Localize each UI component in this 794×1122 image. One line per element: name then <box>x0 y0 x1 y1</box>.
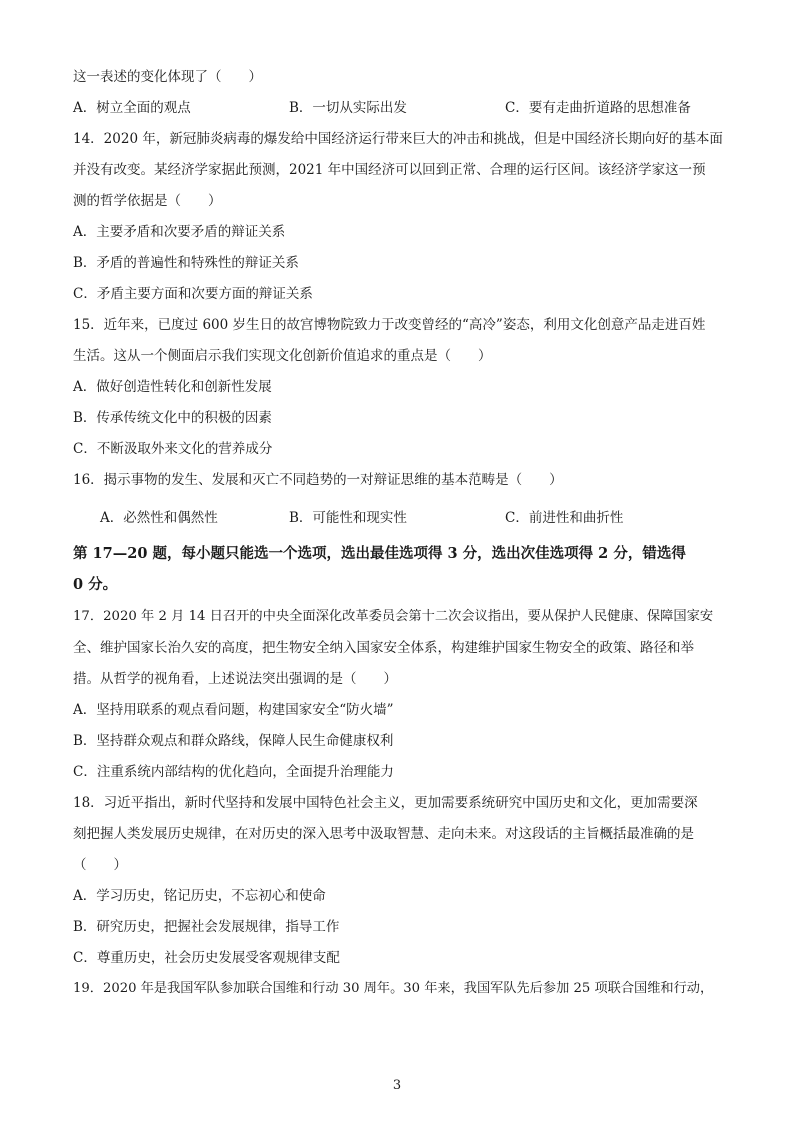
q17-line-1: 17．2020 年 2 月 14 日召开的中央全面深化改革委员会第十二次会议指出，要从保护人民健康、保障国家安 <box>73 609 714 624</box>
q17-option-a: A．坚持用联系的观点看问题，构建国家安全“防火墙” <box>73 702 394 718</box>
q13-stem-end: 这一表述的变化体现了（ ） <box>73 69 262 85</box>
q18-line-2: 刻把握人类发展历史规律，在对历史的深入思考中汲取智慧、走向未来。对这段话的主旨概括最准确的是 <box>73 826 694 842</box>
q18-line-3: （ ） <box>73 857 127 873</box>
q14-line-3: 测的哲学依据是（ ） <box>73 193 222 209</box>
q18-option-b: B．研究历史，把握社会发展规律，指导工作 <box>73 919 340 935</box>
q13-options <box>73 98 723 118</box>
q15-line-2: 生活。这从一个侧面启示我们实现文化创新价值追求的重点是（ ） <box>73 348 492 364</box>
q17-line-2: 全、维护国家长治久安的高度，把生物安全纳入国家安全体系，构建维护国家生物安全的政策、路径和举 <box>73 640 694 656</box>
q17-line-3: 措。从哲学的视角看，上述说法突出强调的是（ ） <box>73 671 397 687</box>
q17-option-c: C．注重系统内部结构的优化趋向，全面提升治理能力 <box>73 764 394 780</box>
q15-option-a: A．做好创造性转化和创新性发展 <box>73 379 272 395</box>
q16-option-b: B．可能性和现实性 <box>289 510 407 526</box>
q13-option-c: C．要有走曲折道路的思想准备 <box>505 100 691 116</box>
q16-option-c: C．前进性和曲折性 <box>505 510 624 526</box>
section-instruction-line-2: 0 分。 <box>73 576 118 593</box>
q19-line-1: 19．2020 年是我国军队参加联合国维和行动 30 周年。30 年来，我国军队先后参加 25 项联合国维和行动， <box>73 981 714 996</box>
q14-option-c: C．矛盾主要方面和次要方面的辩证关系 <box>73 286 313 302</box>
q13-option-b: B．一切从实际出发 <box>289 100 407 116</box>
q17-option-b: B．坚持群众观点和群众路线，保障人民生命健康权利 <box>73 733 394 749</box>
q15-option-c: C．不断汲取外来文化的营养成分 <box>73 441 273 457</box>
q14-line-2: 并没有改变。某经济学家据此预测，2021 年中国经济可以回到正常、合理的运行区间。该经济学家这一预 <box>73 162 706 178</box>
q15-option-b: B．传承传统文化中的积极的因素 <box>73 410 272 426</box>
q15-line-1: 15．近年来，已度过 600 岁生日的故宫博物院致力于改变曾经的“高冷”姿态，利用文化创意产品走进百姓 <box>73 317 706 333</box>
q18-option-c: C．尊重历史，社会历史发展受客观规律支配 <box>73 950 340 966</box>
q14-option-a: A．主要矛盾和次要矛盾的辩证关系 <box>73 224 286 240</box>
q14-option-b: B．矛盾的普遍性和特殊性的辩证关系 <box>73 255 299 271</box>
q16-stem: 16．揭示事物的发生、发展和灭亡不同趋势的一对辩证思维的基本范畴是（ ） <box>73 472 563 488</box>
q13-option-a: A．树立全面的观点 <box>73 100 191 116</box>
q14-line-1: 14．2020 年，新冠肺炎病毒的爆发给中国经济运行带来巨大的冲击和挑战，但是中国经济长期向好的基本面 <box>73 131 723 147</box>
q16-option-a: A．必然性和偶然性 <box>100 510 218 526</box>
q18-option-a: A．学习历史，铭记历史，不忘初心和使命 <box>73 888 326 904</box>
section-instruction-line-1: 第 17—20 题，每小题只能选一个选项，选出最佳选项得 3 分，选出次佳选项得 2 分，错选得 <box>73 545 686 562</box>
q16-options <box>73 508 723 528</box>
page-number: 3 <box>392 1078 402 1093</box>
q18-line-1: 18．习近平指出，新时代坚持和发展中国特色社会主义，更加需要系统研究中国历史和文化，更加需要深 <box>73 795 698 811</box>
